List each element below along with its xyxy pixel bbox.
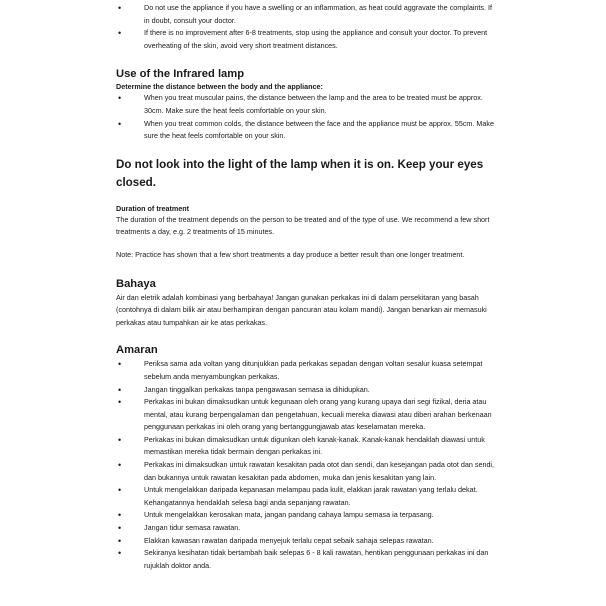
- amaran-bullet-list: [116, 358, 496, 572]
- subheading-distance: Determine the distance between the body and the appliance:: [116, 82, 323, 92]
- page-content: [116, 2, 496, 572]
- list-item: • If there is no improvement after 6-8 treatments, stop using the appliance and consult your doctor. To prevent overheating of the skin, avoid very short treatment distances.: [116, 27, 496, 52]
- list-item: • Jangan tidur semasa rawatan.: [116, 522, 496, 535]
- list-item: • Untuk mengelakkan daripada kepanasan melampau pada kulit, elakkan jarak rawatan yang terlalu dekat. Kehangatannya hendaklah selesa bagi anda sepanjang rawatan.: [116, 484, 496, 509]
- section-heading-bahaya: Bahaya: [116, 277, 156, 290]
- section-heading-amaran: Amaran: [116, 344, 158, 357]
- subheading-duration: Duration of treatment: [116, 203, 190, 213]
- list-item: • Periksa sama ada voltan yang ditunjukkan pada perkakas sepadan dengan voltan sesalur kuasa setempat sebelum anda menyambungkan perkakas.: [116, 358, 496, 383]
- list-item: • Perkakas ini bukan dimaksudkan untuk kegunaan oleh orang yang kurang upaya dari segi fizikal, deria atau mental, atau kurang berpengalaman dan pengetahuan, kecuali mereka diawasi atau diberi arahan berkenaan penggunaan perkakas ini oleh orang yang bertanggungjawab atas keselamatan mereka.: [116, 396, 496, 434]
- list-item: • Perkakas ini dimaksudkan untuk rawatan kesakitan pada otot dan sendi, dan kesejangan pada otot dan sendi, dan bukannya untuk rawatan kesakitan pada abdomen, muka dan jenis kesakitan yang lain.: [116, 459, 496, 484]
- list-item: • Elakkan kawasan rawatan daripada menyejuk terlalu cepat sebaik sahaja selepas rawatan.: [116, 535, 496, 548]
- list-item: • Untuk mengelakkan kerosakan mata, jangan pandang cahaya lampu semasa ia terpasang.: [116, 509, 496, 522]
- duration-text: The duration of the treatment depends on the person to be treated and of the type of use. We recommend a few short treatments a day, e.g. 2 treatments of 15 minutes.: [116, 214, 490, 237]
- list-item: • Do not use the appliance if you have a swelling or an inflammation, as heat could aggravate the complaints. If in doubt, consult your doctor.: [116, 2, 496, 27]
- section-heading-infrared: Use of the Infrared lamp: [116, 68, 245, 81]
- eye-warning: Do not look into the light of the lamp when it is on. Keep your eyes closed.: [116, 157, 484, 189]
- note-text: Note: Practice has shown that a few short treatments a day produce a better result than one longer treatment.: [116, 249, 465, 259]
- list-item: • Sekiranya kesihatan tidak bertambah baik selepas 6 - 8 kali rawatan, hentikan penggunaan perkakas ini dan rujuklah doktor anda.: [116, 547, 496, 572]
- top-bullet-list: [116, 2, 496, 52]
- list-item: • When you treat muscular pains, the distance between the lamp and the area to be treated must be approx. 30cm. Make sure the heat feels comfortable on your skin.: [116, 92, 496, 117]
- infrared-bullet-list: [116, 92, 496, 142]
- list-item: • Perkakas ini bukan dimaksudkan untuk digunkan oleh kanak-kanak. Kanak-kanak hendaklah diawasi untuk memastikan mereka tidak bermain dengan perkakas ini.: [116, 434, 496, 459]
- list-item: • Jangan tinggalkan perkakas tanpa pengawasan semasa ia dihidupkan.: [116, 384, 496, 397]
- list-item: • When you treat common colds, the distance between the face and the appliance must be approx. 55cm. Make sure the heat feels comfortable on your skin.: [116, 118, 496, 143]
- bahaya-text: Air dan eletrik adalah kombinasi yang berbahaya! Jangan gunakan perkakas ini di dalam persekitaran yang basah (contohnya di dalam bilik air atau berhampiran dengan pancuran atau kolam mandi). Jangan benarkan air memasuki perkakas atau tumpahkan air ke atas perkakas.: [116, 292, 487, 327]
